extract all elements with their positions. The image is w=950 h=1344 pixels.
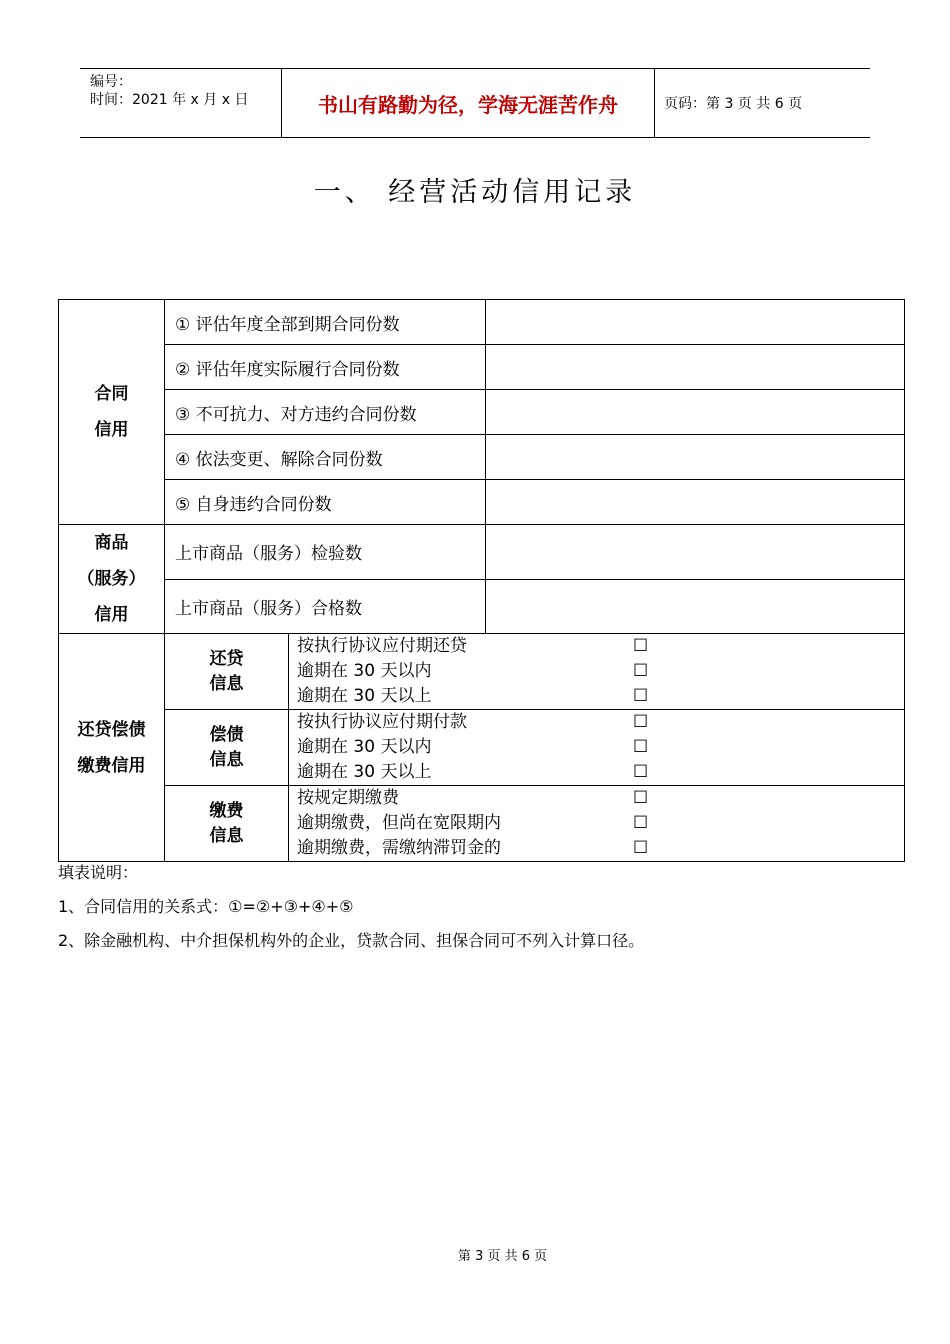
contract-item: ② 评估年度实际履行合同份数 bbox=[165, 345, 486, 390]
checkbox[interactable]: ☐ bbox=[633, 762, 649, 782]
option-row: 逾期在 30 天以上 ☐ bbox=[289, 684, 904, 709]
option-row: 逾期缴费，需缴纳滞罚金的 ☐ bbox=[289, 836, 904, 861]
goods-value-cell[interactable] bbox=[486, 579, 905, 634]
table-row bbox=[59, 579, 905, 634]
option-row: 按执行协议应付期还贷 ☐ bbox=[289, 634, 904, 659]
table-row bbox=[59, 710, 905, 786]
repay-group-label: 缴费 信息 bbox=[165, 786, 289, 862]
table-row bbox=[59, 634, 905, 710]
option-row: 按规定期缴费 ☐ bbox=[289, 786, 904, 811]
checkbox[interactable]: ☐ bbox=[633, 636, 649, 656]
checkbox[interactable]: ☐ bbox=[633, 686, 649, 706]
option-row: 按执行协议应付期付款 ☐ bbox=[289, 710, 904, 735]
header-page-label: 页码：第 3 页 共 6 页 bbox=[664, 96, 803, 112]
checkbox[interactable]: ☐ bbox=[633, 737, 649, 757]
repay-options bbox=[289, 786, 905, 862]
header-motto: 书山有路勤为径，学海无涯苦作舟 bbox=[281, 69, 655, 137]
number-label: 编号： bbox=[90, 74, 132, 90]
time-label: 时间：2021 年 x 月 x 日 bbox=[90, 92, 249, 108]
contract-value-cell[interactable] bbox=[486, 345, 905, 390]
filling-notes bbox=[58, 860, 644, 962]
contract-value-cell[interactable] bbox=[486, 300, 905, 345]
page-footer: 第 3 页 共 6 页 bbox=[457, 1249, 548, 1264]
checkbox[interactable]: ☐ bbox=[633, 661, 649, 681]
table-row bbox=[59, 390, 905, 435]
contract-item: ① 评估年度全部到期合同份数 bbox=[165, 300, 486, 345]
repay-group-label: 偿债 信息 bbox=[165, 710, 289, 786]
table-row bbox=[59, 435, 905, 480]
goods-credit-label: 商品 （服务） 信用 bbox=[59, 525, 165, 634]
notes-heading: 填表说明： bbox=[58, 863, 139, 882]
note-line: 2、除金融机构、中介担保机构外的企业，贷款合同、担保合同可不列入计算口径。 bbox=[58, 931, 645, 950]
goods-item: 上市商品（服务）检验数 bbox=[165, 525, 486, 580]
header-meta bbox=[80, 69, 280, 137]
checkbox[interactable]: ☐ bbox=[633, 788, 649, 808]
option-row: 逾期在 30 天以上 ☐ bbox=[289, 760, 904, 785]
table-row bbox=[59, 300, 905, 345]
table-row bbox=[59, 525, 905, 580]
table-row bbox=[59, 480, 905, 525]
contract-credit-label: 合同 信用 bbox=[59, 300, 165, 525]
repay-options bbox=[289, 634, 905, 710]
contract-value-cell[interactable] bbox=[486, 435, 905, 480]
checkbox[interactable]: ☐ bbox=[633, 712, 649, 732]
contract-item: ④ 依法变更、解除合同份数 bbox=[165, 435, 486, 480]
option-row: 逾期缴费，但尚在宽限期内 ☐ bbox=[289, 811, 904, 836]
credit-record-table bbox=[58, 299, 905, 862]
table-row bbox=[59, 786, 905, 862]
option-row: 逾期在 30 天以内 ☐ bbox=[289, 735, 904, 760]
page-header bbox=[80, 68, 870, 138]
repay-credit-label: 还贷偿债 缴费信用 bbox=[59, 634, 165, 862]
contract-value-cell[interactable] bbox=[486, 480, 905, 525]
page-title: 一、 经营活动信用记录 bbox=[313, 177, 637, 208]
contract-item: ③ 不可抗力、对方违约合同份数 bbox=[165, 390, 486, 435]
option-row: 逾期在 30 天以内 ☐ bbox=[289, 659, 904, 684]
table-row bbox=[59, 345, 905, 390]
goods-value-cell[interactable] bbox=[486, 525, 905, 580]
checkbox[interactable]: ☐ bbox=[633, 838, 649, 858]
note-line: 1、合同信用的关系式：①=②+③+④+⑤ bbox=[58, 897, 354, 916]
repay-group-label: 还贷 信息 bbox=[165, 634, 289, 710]
goods-item: 上市商品（服务）合格数 bbox=[165, 579, 486, 634]
contract-value-cell[interactable] bbox=[486, 390, 905, 435]
contract-item: ⑤ 自身违约合同份数 bbox=[165, 480, 486, 525]
checkbox[interactable]: ☐ bbox=[633, 813, 649, 833]
repay-options bbox=[289, 710, 905, 786]
